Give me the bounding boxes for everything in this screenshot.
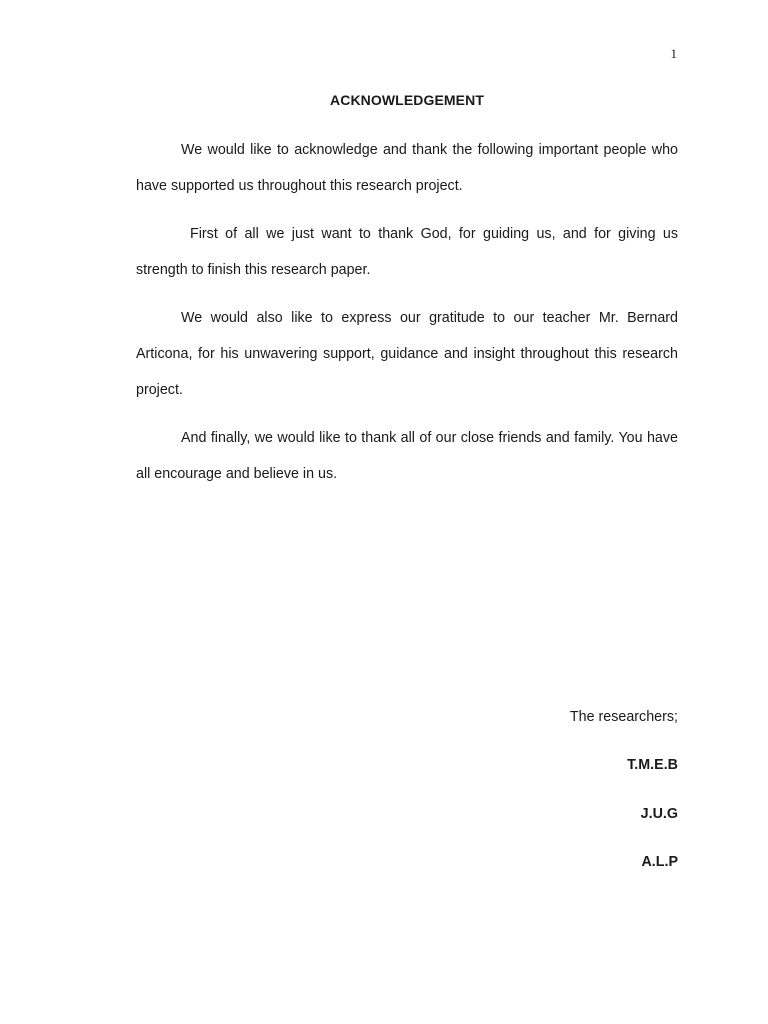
researcher-initials-3: A.L.P xyxy=(641,854,678,870)
researcher-initials-2: J.U.G xyxy=(640,806,678,822)
document-title: ACKNOWLEDGEMENT xyxy=(330,92,484,108)
paragraph-thank-god: First of all we just want to thank God, for guiding us, and for giving us strength to finish this research paper. xyxy=(136,226,678,278)
page-number: 1 xyxy=(670,46,677,61)
paragraph-intro: We would like to acknowledge and thank the following important people who have supported us throughout this research project. xyxy=(136,142,678,194)
paragraph-thank-family: And finally, we would like to thank all of our close friends and family. You have all encourage and believe in us. xyxy=(136,430,678,482)
closing-line: The researchers; xyxy=(569,709,678,725)
paragraph-thank-teacher: We would also like to express our gratitude to our teacher Mr. Bernard Articona, for his unwavering support, guidance and insight throughout this research project. xyxy=(136,310,678,398)
researcher-initials-1: T.M.E.B xyxy=(627,757,678,773)
